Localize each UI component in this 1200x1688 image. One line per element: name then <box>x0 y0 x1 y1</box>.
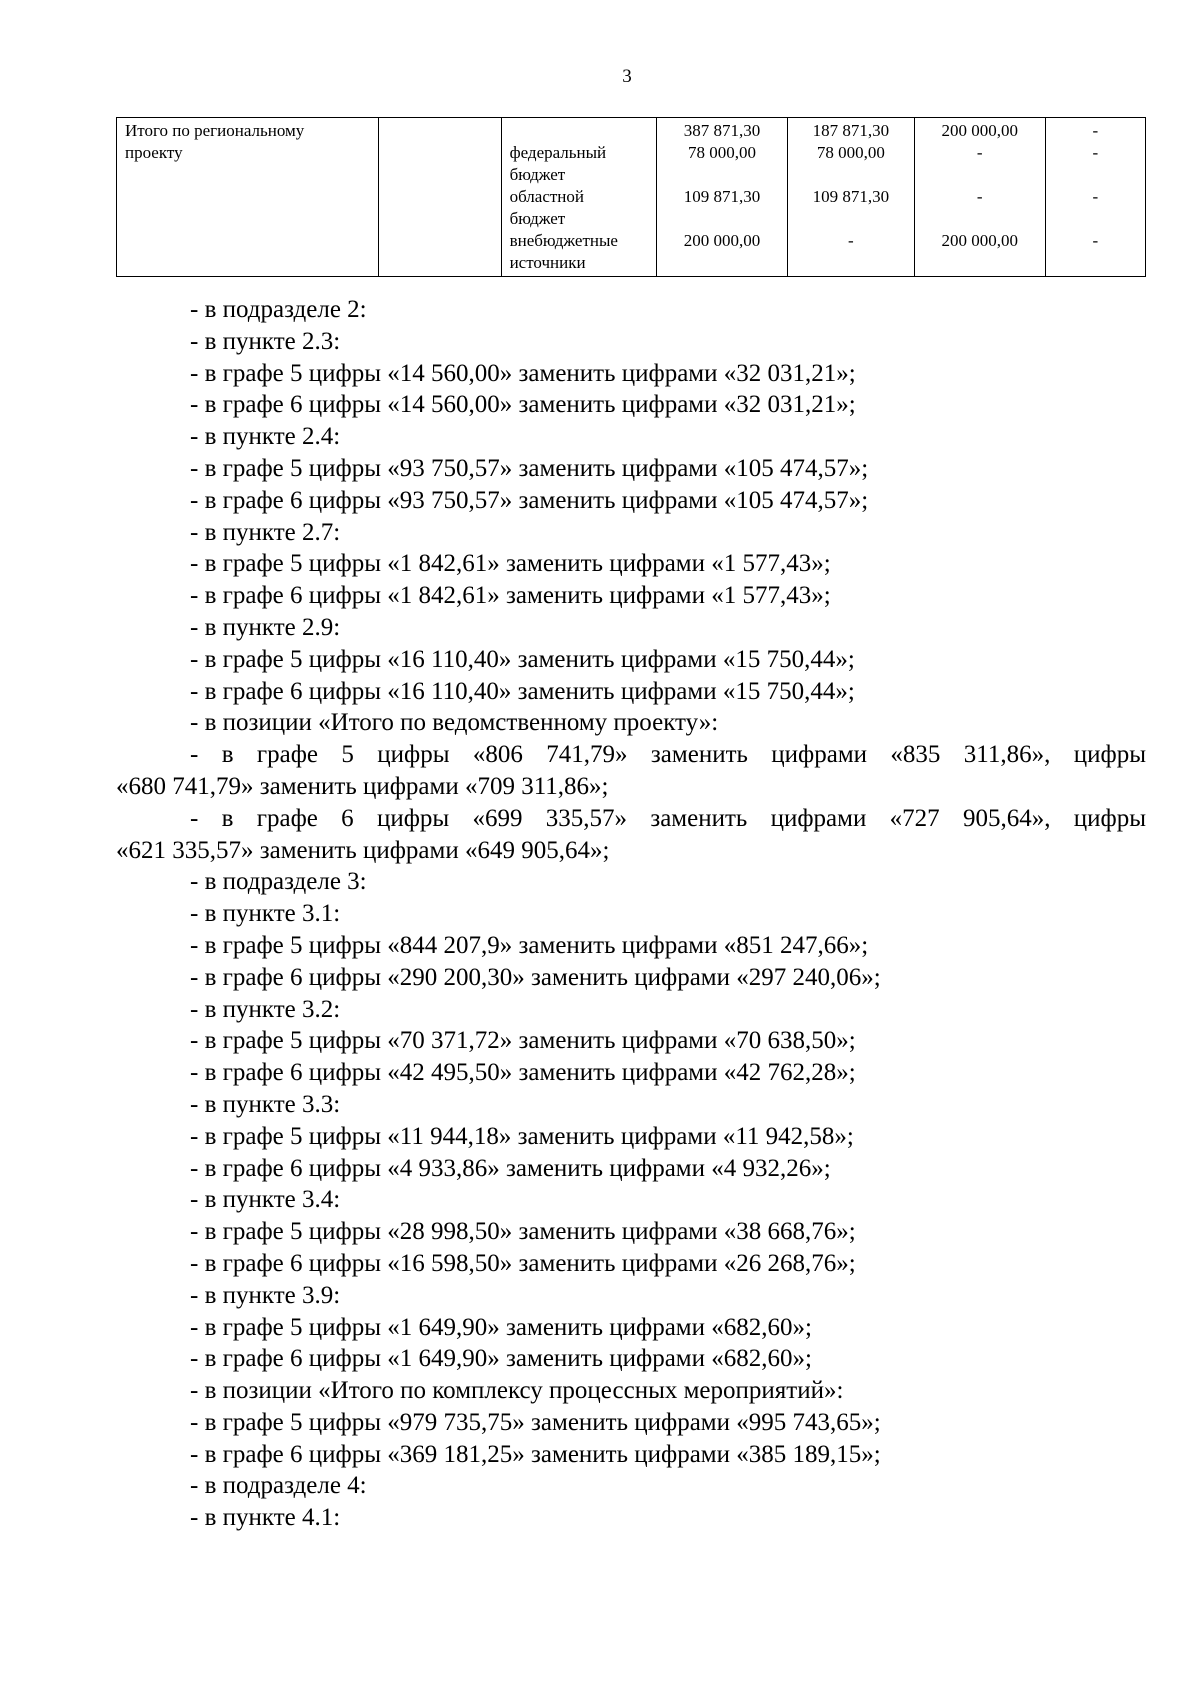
amount-cell-col5 <box>787 118 914 277</box>
regional-project-total-table <box>116 117 1146 277</box>
text-line: «621 335,57» заменить цифрами «649 905,64»; <box>116 836 610 864</box>
funding-source-line: областной <box>509 187 585 206</box>
text-line: - в графе 6 цифры «1 649,90» заменить цифрами «682,60»; <box>190 1345 812 1373</box>
text-line: - в графе 6 цифры «699 335,57» заменить цифрами «727 905,64», цифры <box>190 804 1146 832</box>
amount-value: - <box>848 231 854 250</box>
amount-value: 78 000,00 <box>816 143 885 162</box>
text-line: - в графе 5 цифры «1 842,61» заменить цифрами «1 577,43»; <box>190 550 831 578</box>
funding-source-line: бюджет <box>509 209 566 228</box>
amount-value: 200 000,00 <box>941 231 1018 250</box>
funding-source-line: внебюджетные <box>509 231 618 250</box>
funding-source-line: бюджет <box>509 165 566 184</box>
text-line: - в пункте 3.1: <box>190 900 341 928</box>
amendments-text <box>116 294 1146 1534</box>
text-line: - в пункте 3.3: <box>190 1090 341 1118</box>
text-line: - в графе 5 цифры «16 110,40» заменить цифрами «15 750,44»; <box>190 645 855 673</box>
text-line: - в пункте 3.9: <box>190 1281 341 1309</box>
text-line: - в пункте 3.4: <box>190 1186 341 1214</box>
text-line: - в графе 5 цифры «806 741,79» заменить цифрами «835 311,86», цифры <box>190 741 1146 769</box>
amount-cell-total <box>657 118 788 277</box>
amount-value: - <box>1092 121 1099 140</box>
amount-value: 200 000,00 <box>683 231 761 250</box>
text-line: - в графе 6 цифры «42 495,50» заменить цифрами «42 762,28»; <box>190 1059 856 1087</box>
amount-value: - <box>1092 231 1099 250</box>
text-line: - в пункте 4.1: <box>190 1504 341 1532</box>
text-line: - в графе 5 цифры «28 998,50» заменить цифрами «38 668,76»; <box>190 1218 856 1246</box>
amount-value: - <box>1092 187 1099 206</box>
text-line: - в графе 5 цифры «14 560,00» заменить цифрами «32 031,21»; <box>190 359 856 387</box>
text-line: - в пункте 2.3: <box>190 327 341 355</box>
text-line: - в графе 6 цифры «4 933,86» заменить цифрами «4 932,26»; <box>190 1154 831 1182</box>
text-line: - в позиции «Итого по комплексу процессных мероприятий»: <box>190 1377 844 1405</box>
amount-value: 387 871,30 <box>683 121 761 140</box>
amount-value: 200 000,00 <box>941 121 1018 140</box>
funding-source-cell <box>501 118 656 277</box>
text-line: - в графе 6 цифры «1 842,61» заменить цифрами «1 577,43»; <box>190 582 831 610</box>
text-line: - в графе 6 цифры «16 110,40» заменить цифрами «15 750,44»; <box>190 677 855 705</box>
amount-value: - <box>976 143 983 162</box>
amount-value: 78 000,00 <box>688 143 756 162</box>
text-line: - в пункте 2.4: <box>190 423 341 451</box>
text-line: - в графе 5 цифры «93 750,57» заменить цифрами «105 474,57»; <box>190 454 869 482</box>
row-label-line: проекту <box>125 143 183 162</box>
text-line: - в графе 6 цифры «290 200,30» заменить цифрами «297 240,06»; <box>190 963 881 991</box>
text-line: - в позиции «Итого по ведомственному проекту»: <box>190 709 719 737</box>
row-label-line: Итого по региональному <box>125 121 305 140</box>
text-line: - в пункте 2.9: <box>190 613 341 641</box>
amount-value: - <box>976 187 983 206</box>
empty-cell <box>378 118 501 277</box>
text-line: - в пункте 2.7: <box>190 518 341 546</box>
amount-cell-col6 <box>914 118 1045 277</box>
funding-source-line: федеральный <box>509 143 607 162</box>
text-line: - в пункте 3.2: <box>190 995 341 1023</box>
text-line: - в графе 5 цифры «11 944,18» заменить цифрами «11 942,58»; <box>190 1122 854 1150</box>
table-row <box>117 118 1146 277</box>
text-line: - в графе 6 цифры «14 560,00» заменить цифрами «32 031,21»; <box>190 391 856 419</box>
text-line: - в графе 5 цифры «70 371,72» заменить цифрами «70 638,50»; <box>190 1027 856 1055</box>
page-number: 3 <box>622 66 632 87</box>
amount-value: - <box>1092 143 1099 162</box>
amount-cell-col7 <box>1045 118 1145 277</box>
text-line: - в графе 6 цифры «16 598,50» заменить цифрами «26 268,76»; <box>190 1249 856 1277</box>
text-line: - в подразделе 3: <box>190 868 367 896</box>
amount-value: 187 871,30 <box>812 121 890 140</box>
text-line: - в графе 5 цифры «979 735,75» заменить цифрами «995 743,65»; <box>190 1408 881 1436</box>
text-line: - в графе 6 цифры «93 750,57» заменить цифрами «105 474,57»; <box>190 486 869 514</box>
text-line: - в подразделе 4: <box>190 1472 367 1500</box>
text-line: - в подразделе 2: <box>190 296 367 323</box>
text-line: - в графе 6 цифры «369 181,25» заменить цифрами «385 189,15»; <box>190 1440 881 1468</box>
amount-value: 109 871,30 <box>683 187 761 206</box>
row-label-cell <box>117 118 379 277</box>
funding-source-line: источники <box>509 253 586 272</box>
amount-value: 109 871,30 <box>812 187 890 206</box>
text-line: - в графе 5 цифры «844 207,9» заменить цифрами «851 247,66»; <box>190 931 869 959</box>
text-line: - в графе 5 цифры «1 649,90» заменить цифрами «682,60»; <box>190 1313 812 1341</box>
text-line: «680 741,79» заменить цифрами «709 311,86»; <box>116 772 609 800</box>
